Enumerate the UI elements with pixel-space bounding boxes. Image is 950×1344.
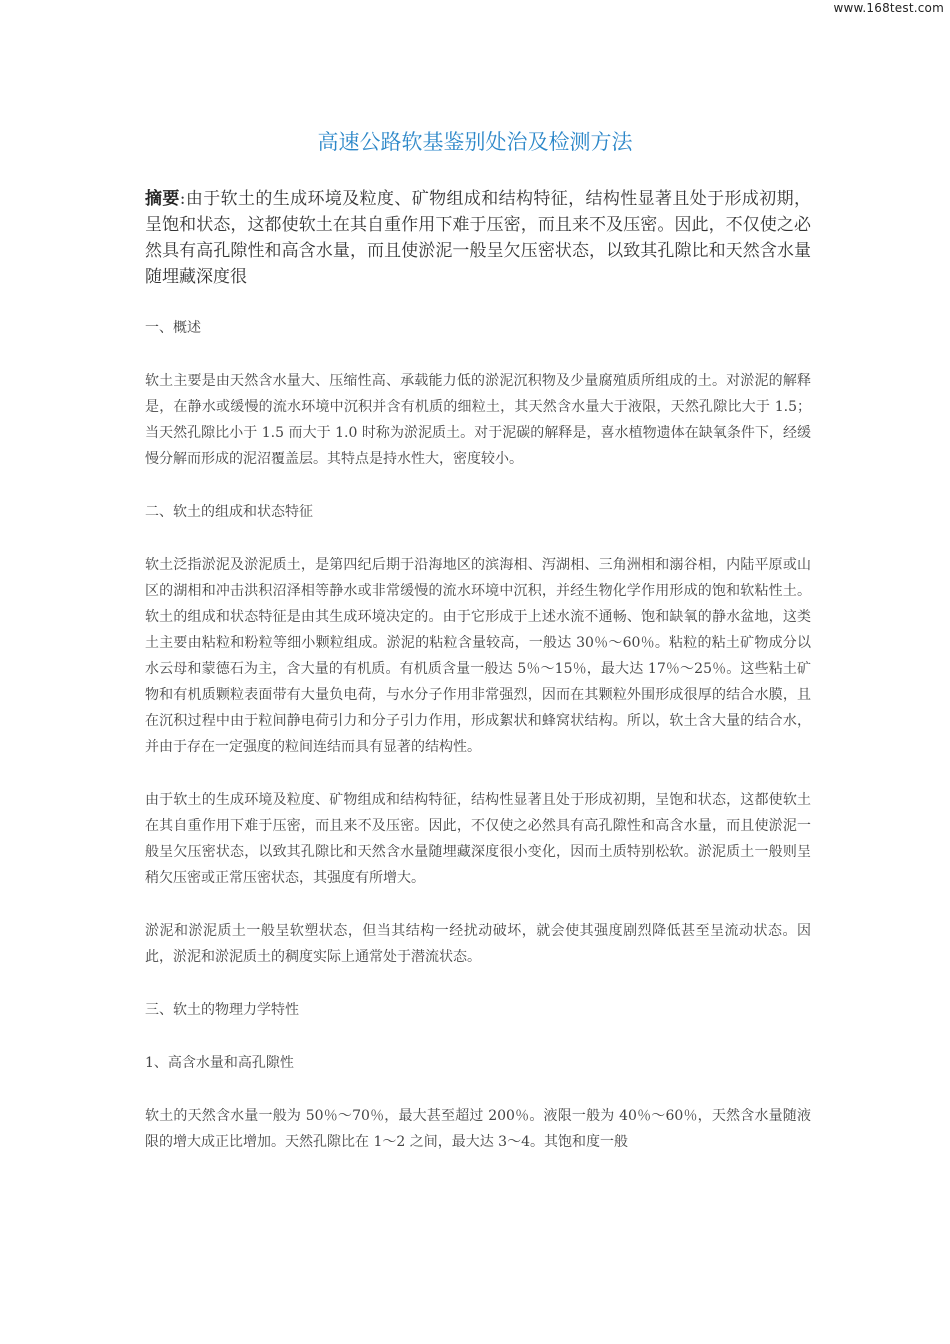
abstract-paragraph <box>145 186 811 290</box>
paragraph-composition-3: 淤泥和淤泥质土一般呈软塑状态，但当其结构一经扰动破坏，就会使其强度剧烈降低甚至呈流动状态。因此，淤泥和淤泥质土的稠度实际上通常处于潜流状态。 <box>145 923 811 965</box>
abstract-text: :由于软土的生成环境及粒度、矿物组成和结构特征，结构性显著且处于形成初期，呈饱和状态，这都使软土在其自重作用下难于压密，而且来不及压密。因此，不仅使之必然具有高孔隙性和高含水量，而且使淤泥一般呈欠压密状态，以致其孔隙比和天然含水量随埋藏深度很 <box>145 189 812 287</box>
abstract-label: 摘要 <box>145 189 180 209</box>
paragraph-composition-1: 软土泛指淤泥及淤泥质土，是第四纪后期于沿海地区的滨海相、泻湖相、三角洲相和溺谷相，内陆平原或山区的湖相和冲击洪积沼泽相等静水或非常缓慢的流水环境中沉积，并经生物化学作用形成的饱和软粘性土。软土的组成和状态特征是由其生成环境决定的。由于它形成于上述水流不通畅、饱和缺氧的静水盆地，这类土主要由粘粒和粉粒等细小颗粒组成。淤泥的粘粒含量较高，一般达 30％～60％。粘粒的粘土矿物成分以水云母和蒙德石为主，含大量的有机质。有机质含量一般达 5％～15％，最大达 17％～25％。这些粘土矿物和有机质颗粒表面带有大量负电荷，与水分子作用非常强烈，因而在其颗粒外围形成很厚的结合水膜，且在沉积过程中由于粒间静电荷引力和分子引力作用，形成絮状和蜂窝状结构。所以，软土含大量的结合水，并由于存在一定强度的粒间连结而具有显著的结构性。 <box>145 557 811 755</box>
section-heading-properties: 三、软土的物理力学特性 <box>145 1002 299 1018</box>
watermark-url: www.168test.com <box>833 1 944 15</box>
section-heading-overview: 一、概述 <box>145 320 201 336</box>
paragraph-composition-2: 由于软土的生成环境及粒度、矿物组成和结构特征，结构性显著且处于形成初期，呈饱和状态，这都使软土在其自重作用下难于压密，而且来不及压密。因此，不仅使之必然具有高孔隙性和高含水量，而且使淤泥一般呈欠压密状态，以致其孔隙比和天然含水量随埋藏深度很小变化，因而土质特别松软。淤泥质土一般则呈稍欠压密或正常压密状态，其强度有所增大。 <box>145 792 811 886</box>
paragraph-water-porosity: 软土的天然含水量一般为 50％～70％，最大甚至超过 200％。液限一般为 40％～60％，天然含水量随液限的增大成正比增加。天然孔隙比在 1～2 之间，最大达 3～4。其饱和度一般 <box>145 1108 811 1150</box>
paragraph-overview: 软土主要是由天然含水量大、压缩性高、承载能力低的淤泥沉积物及少量腐殖质所组成的土。对淤泥的解释是，在静水或缓慢的流水环境中沉积并含有机质的细粒土，其天然含水量大于液限，天然孔隙比大于 1.5；当天然孔隙比小于 1.5 而大于 1.0 时称为淤泥质土。对于泥碳的解释是，喜水植物遗体在缺氧条件下，经缓慢分解而形成的泥沼覆盖层。其特点是持水性大，密度较小。 <box>145 373 811 467</box>
document-body <box>145 186 811 1182</box>
document-title: 高速公路软基鉴别处治及检测方法 <box>317 130 633 154</box>
subsection-heading-water-porosity: 1、高含水量和高孔隙性 <box>145 1055 294 1071</box>
section-heading-composition: 二、软土的组成和状态特征 <box>145 504 313 520</box>
